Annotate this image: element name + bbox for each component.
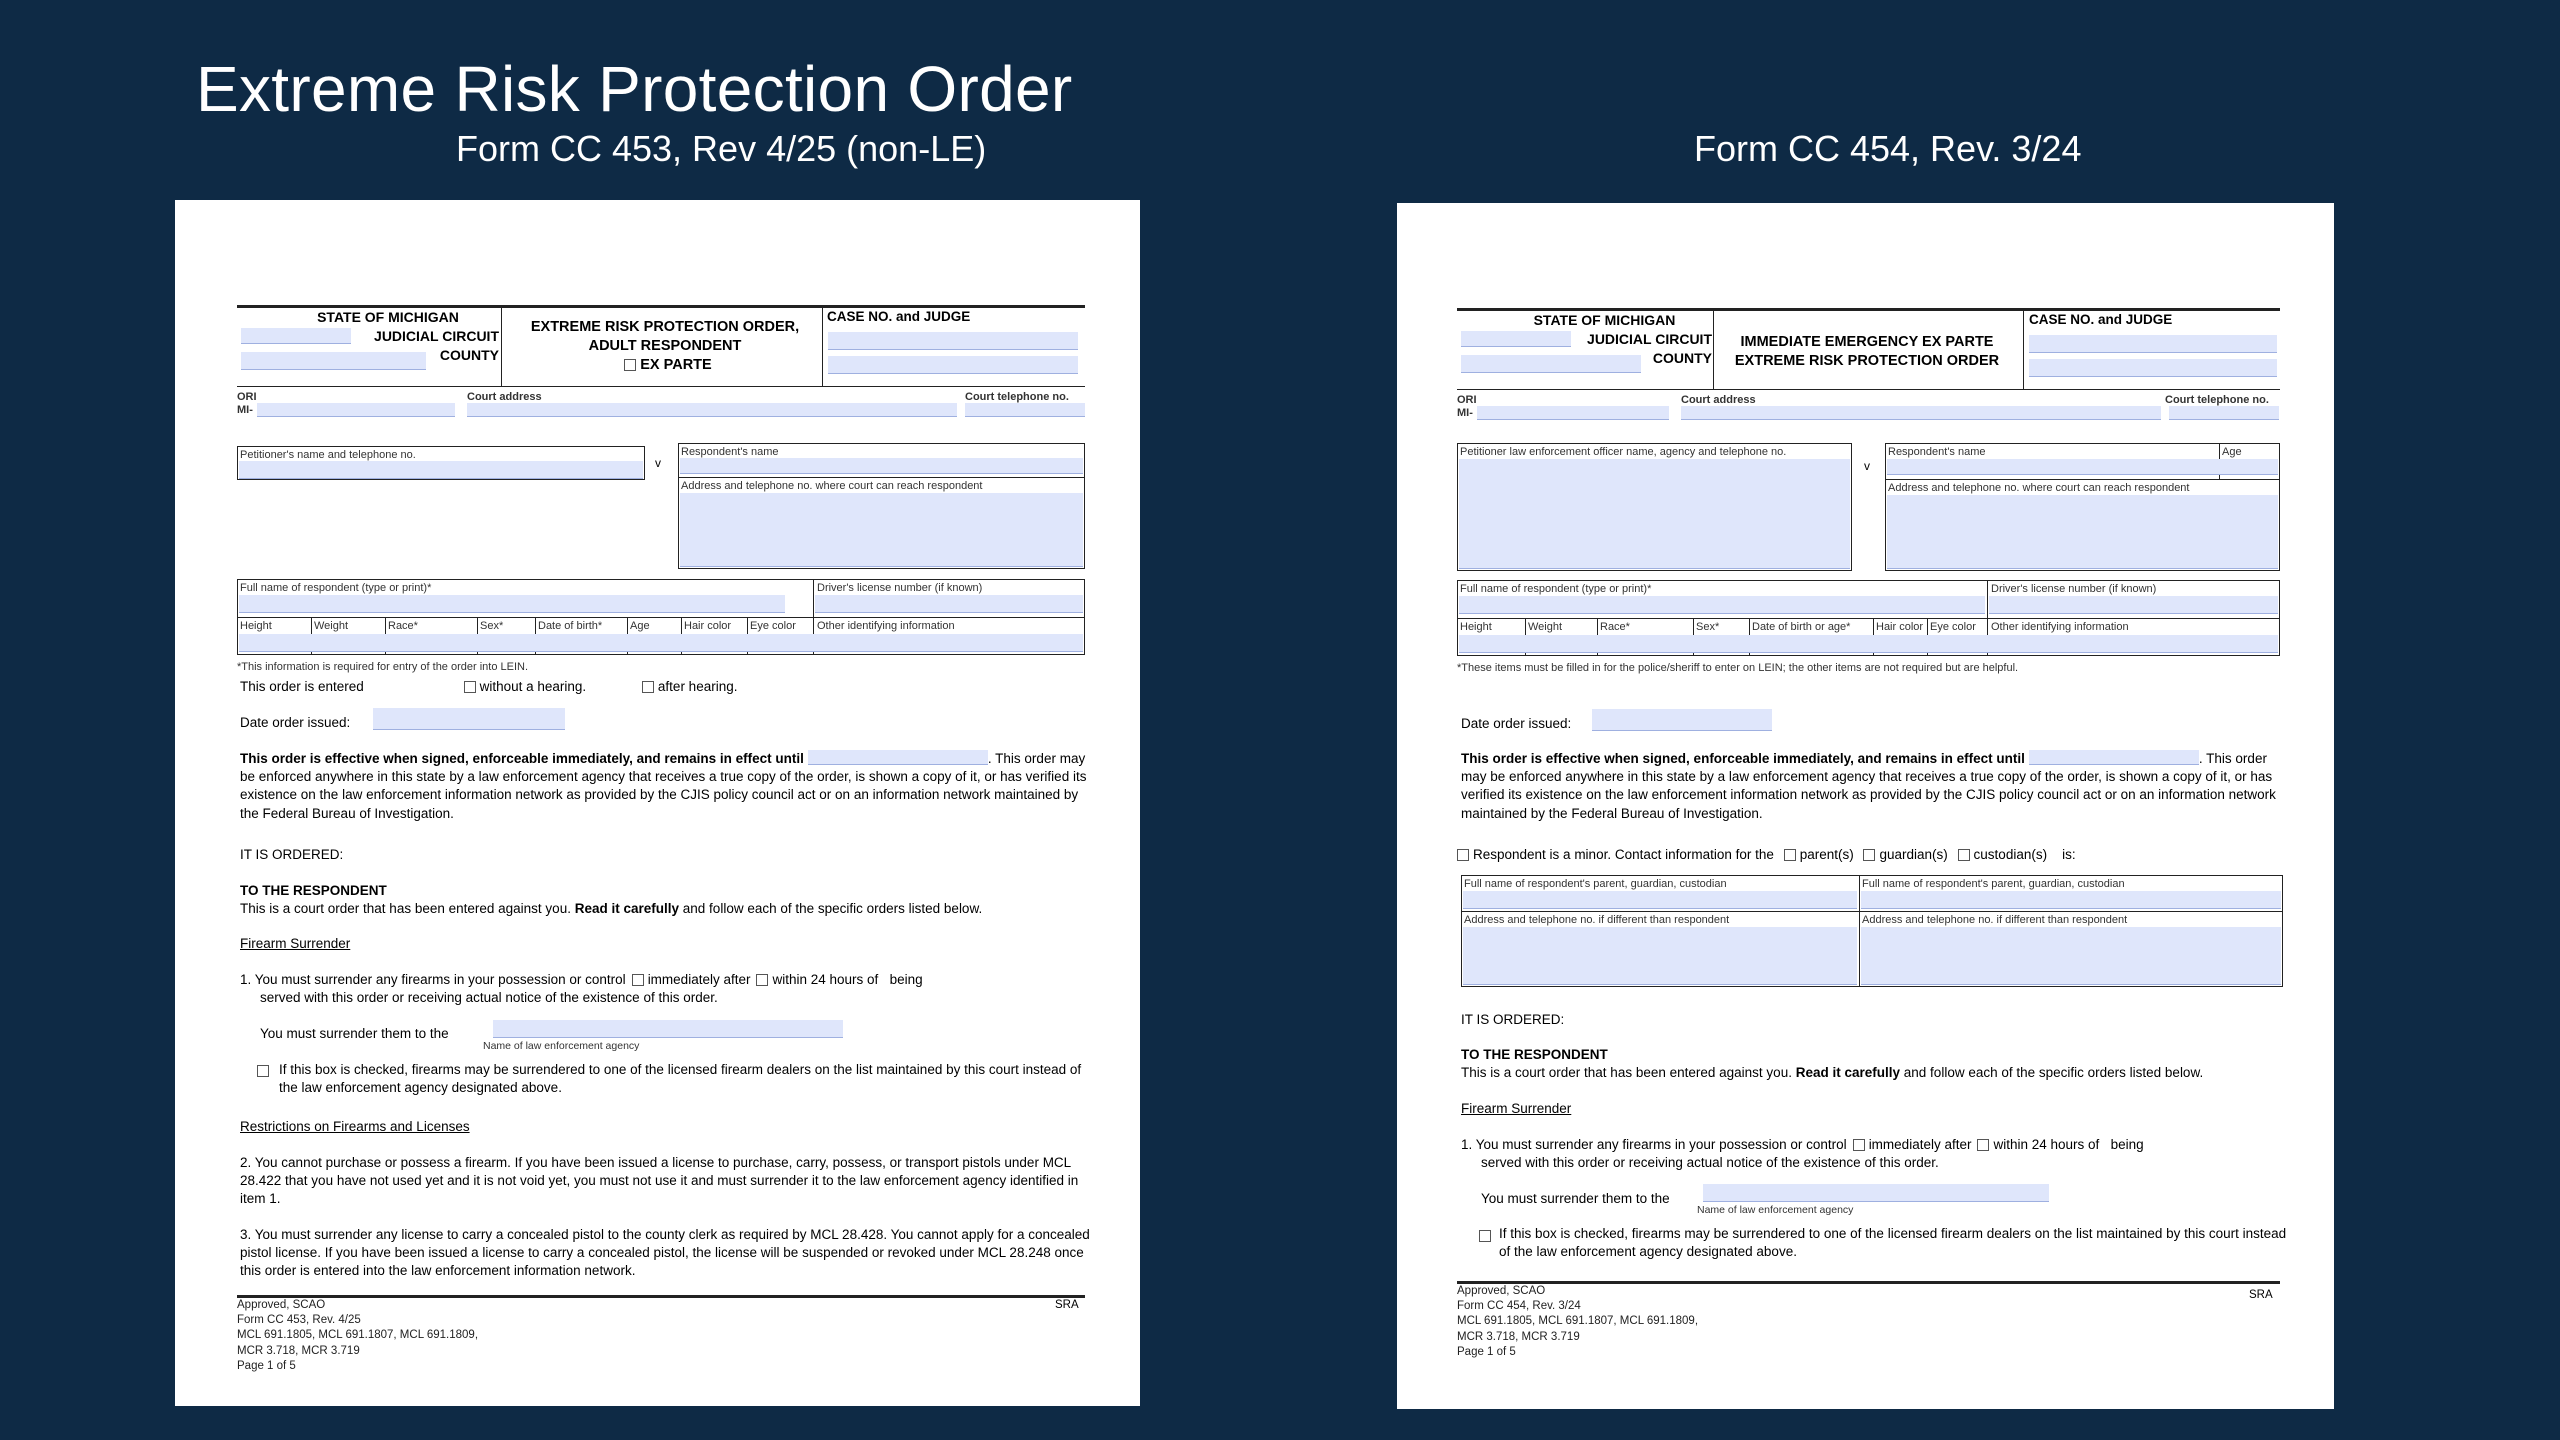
form-title: EXTREME RISK PROTECTION ORDER, ADULT RESPONDENT EX PARTE xyxy=(530,319,800,373)
form-title: IMMEDIATE EMERGENCY EX PARTE EXTREME RISK PROTECTION ORDER xyxy=(1734,334,2000,369)
ori-field[interactable] xyxy=(1477,406,1669,420)
parent2-address-field[interactable] xyxy=(1861,927,2281,985)
dealers-checkbox[interactable] xyxy=(257,1065,269,1077)
full-name-field[interactable] xyxy=(1459,596,1985,614)
guardians-checkbox[interactable] xyxy=(1863,849,1875,861)
description-fields[interactable] xyxy=(1459,635,2278,653)
judge-field[interactable] xyxy=(828,356,1078,374)
petitioner-field[interactable] xyxy=(1459,459,1850,569)
entered-line: This order is entered without a hearing. after hearing. xyxy=(240,679,738,694)
license-field[interactable] xyxy=(1989,596,2278,614)
respondent-name-field[interactable] xyxy=(1887,459,2278,475)
ex-parte-checkbox[interactable] xyxy=(624,359,636,371)
parent1-name-field[interactable] xyxy=(1463,891,1857,909)
without-hearing-checkbox[interactable] xyxy=(464,681,476,693)
immediately-checkbox[interactable] xyxy=(1853,1139,1865,1151)
parents-checkbox[interactable] xyxy=(1784,849,1796,861)
court-phone-field[interactable] xyxy=(2169,406,2279,420)
case-no-field[interactable] xyxy=(828,332,1078,350)
state-block: STATE OF MICHIGAN JUDICIAL CIRCUIT COUNTY xyxy=(1533,312,1712,366)
date-issued-field[interactable] xyxy=(1592,709,1772,731)
slide-title: Extreme Risk Protection Order xyxy=(196,53,1073,125)
agency-field[interactable] xyxy=(1703,1184,2049,1202)
firearm-surrender-heading: Firearm Surrender xyxy=(240,936,351,951)
judge-field[interactable] xyxy=(2029,359,2277,377)
full-name-field[interactable] xyxy=(239,595,785,613)
parent1-address-field[interactable] xyxy=(1463,927,1857,985)
within-24-checkbox[interactable] xyxy=(1977,1139,1989,1151)
court-phone-field[interactable] xyxy=(965,403,1085,417)
dealers-checkbox[interactable] xyxy=(1479,1230,1491,1242)
minor-checkbox[interactable] xyxy=(1457,849,1469,861)
right-form-caption: Form CC 454, Rev. 3/24 xyxy=(1694,128,2082,169)
petitioner-field[interactable] xyxy=(239,461,643,479)
left-form-caption: Form CC 453, Rev 4/25 (non-LE) xyxy=(456,128,987,169)
respondent-address-field[interactable] xyxy=(680,493,1083,567)
case-no-label: CASE NO. and JUDGE xyxy=(827,309,971,324)
county-field[interactable] xyxy=(241,352,426,370)
case-no-field[interactable] xyxy=(2029,335,2277,353)
form-cc453-page: STATE OF MICHIGAN JUDICIAL CIRCUIT COUNTY EXTREME RISK PROTECTION ORDER, ADULT RESPONDENT EX PARTE CASE NO. and JUDGE ORI MI- Court address Court telephone no. Petitioner's name and telephone no. v Respondent's name Address and telephone no. where court can reach respondent Full name of respondent (type or print)* Driver's license number (if known) Height Weight Race* Sex* Date of birth* Age Hair color Eye color Other identifying information *This information is required for entry of the order into LEIN. This order is entered without a hearing. after hearing. Date order issued: This order is effective when signed, enforceable immediately, and remains in effect until . This order may be enforced anywhere in this state by a law enforcement agency that receives a true copy of the order, is shown a copy of it, or has verified its existence on the law enforcement information network as provided by the CJIS policy council act or on an information network maintained by the Federal Bureau of Investigation. IT IS ORDERED: TO THE RESPONDENT This is a court order that has been entered against you. Read it carefully and follow each of the specific orders listed below. Firearm Surrender 1. You must surrender any firearms in your possession or control immediately after within 24 hours of being served with this order or receiving actual notice of the existence of this order. You must surrender them to the Name of law enforcement agency If this box is checked, firearms may be surrendered to one of the licensed firearm dealers on the list maintained by this court instead of the law enforcement agency designated above. Restrictions on Firearms and Licenses 2. You cannot purchase or possess a firearm. If you have been issued a license to purchase, carry, possess, or transport pistols under MCL 28.422 that you have not used yet and it is not void yet, you must not use it and must surrender it to the law enforcement agency identified in item 1. 3. You must surrender any license to carry a concealed pistol to the county clerk as required by MCL 28.428. You cannot apply for a concealed pistol license. If you have been issued a license to carry a concealed pistol, the license will be suspended or revoked under MCL 28.248 once this order is entered into the law enforcement information network. Approved, SCAO Form CC 453, Rev. 4/25 MCL 691.1805, MCL 691.1807, MCL 691.1809, MCR 3.718, MCR 3.719 Page 1 of 5 SRA xyxy=(175,200,1140,1406)
circuit-field[interactable] xyxy=(241,328,351,344)
restrictions-heading: Restrictions on Firearms and Licenses xyxy=(240,1119,470,1134)
court-address-field[interactable] xyxy=(1681,406,2161,420)
effective-paragraph: This order is effective when signed, enforceable immediately, and remains in effect until . This order may be enforced anywhere in this state by a law enforcement agency that receives a true copy of the order, is shown a copy of it, or has verified its existence on the law enforcement information network as provided by the CJIS policy council act or on an information network maintained by the Federal Bureau of Investigation. xyxy=(1461,751,2276,821)
case-no-label: CASE NO. and JUDGE xyxy=(2029,312,2173,327)
state-block: STATE OF MICHIGAN JUDICIAL CIRCUIT COUNTY xyxy=(317,309,499,363)
form-cc454-page: STATE OF MICHIGAN JUDICIAL CIRCUIT COUNTY IMMEDIATE EMERGENCY EX PARTE EXTREME RISK PROTECTION ORDER CASE NO. and JUDGE ORI MI- Court address Court telephone no. Petitioner law enforcement officer name, agency and telephone no. v Respondent's name Age Address and telephone no. where court can reach respondent Full name of respondent (type or print)* Driver's license number (if known) Height Weight Race* Sex* Date of birth or age* Hair color Eye color Other identifying information *These items must be filled in for the police/sheriff to enter on LEIN; the other items are not required but are helpful. Date order issued: This order is effective when signed, enforceable immediately, and remains in effect until . This order may be enforced anywhere in this state by a law enforcement agency that receives a true copy of the order, is shown a copy of it, or has verified its existence on the law enforcement information network as provided by the CJIS policy council act or on an information network maintained by the Federal Bureau of Investigation. Respondent is a minor. Contact information for the parent(s) guardian(s) custodian(s) is: Full name of respondent's parent, guardian, custodian Full name of respondent's parent, guardian, custodian Address and telephone no. if different than respondent Address and telephone no. if different than respondent IT IS ORDERED: TO THE RESPONDENT This is a court order that has been entered against you. Read it carefully and follow each of the specific orders listed below. Firearm Surrender 1. You must surrender any firearms in your possession or control immediately after within 24 hours of being served with this order or receiving actual notice of the existence of this order. You must surrender them to the Name of law enforcement agency If this box is checked, firearms may be surrendered to one of the licensed firearm dealers on the list maintained by this court instead of the law enforcement agency designated above. Approved, SCAO Form CC 454, Rev. 3/24 MCL 691.1805, MCL 691.1807, MCL 691.1809, MCR 3.718, MCR 3.719 Page 1 of 5 SRA xyxy=(1397,203,2334,1409)
within-24-checkbox[interactable] xyxy=(756,974,768,986)
firearm-surrender-heading: Firearm Surrender xyxy=(1461,1101,1572,1116)
court-address-field[interactable] xyxy=(467,403,957,417)
parent2-name-field[interactable] xyxy=(1861,891,2281,909)
immediately-checkbox[interactable] xyxy=(632,974,644,986)
respondent-address-field[interactable] xyxy=(1887,495,2278,569)
after-hearing-checkbox[interactable] xyxy=(642,681,654,693)
effective-paragraph: This order is effective when signed, enforceable immediately, and remains in effect until . This order may be enforced anywhere in this state by a law enforcement agency that receives a true copy of the order, is shown a copy of it, or has verified its existence on the law enforcement information network as provided by the CJIS policy council act or on an information network maintained by the Federal Bureau of Investigation. xyxy=(240,751,1087,821)
respondent-name-field[interactable] xyxy=(680,458,1083,474)
ori-field[interactable] xyxy=(257,403,455,417)
description-fields[interactable] xyxy=(239,634,1083,652)
custodians-checkbox[interactable] xyxy=(1958,849,1970,861)
date-issued-field[interactable] xyxy=(373,708,565,730)
agency-field[interactable] xyxy=(493,1020,843,1038)
form-footer: Approved, SCAO Form CC 453, Rev. 4/25 MCL 691.1805, MCL 691.1807, MCL 691.1809, MCR 3.718, MCR 3.719 Page 1 of 5 xyxy=(237,1299,479,1372)
circuit-field[interactable] xyxy=(1461,331,1571,347)
license-field[interactable] xyxy=(815,595,1083,613)
form-footer: Approved, SCAO Form CC 454, Rev. 3/24 MCL 691.1805, MCL 691.1807, MCL 691.1809, MCR 3.718, MCR 3.719 Page 1 of 5 xyxy=(1457,1285,1699,1358)
county-field[interactable] xyxy=(1461,355,1641,373)
